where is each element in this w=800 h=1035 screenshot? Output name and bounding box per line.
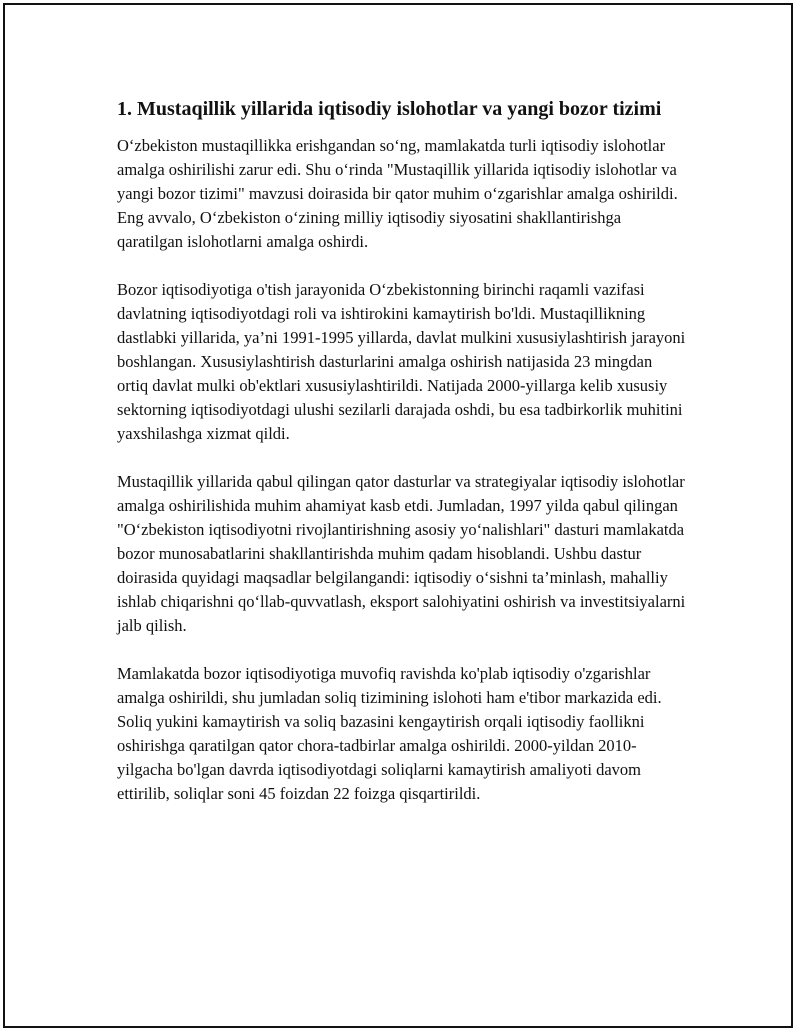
- section-heading: 1. Mustaqillik yillarida iqtisodiy islohotlar va yangi bozor tizimi: [117, 98, 662, 120]
- paragraph-3: Mustaqillik yillarida qabul qilingan qator dasturlar va strategiyalar iqtisodiy islohotlar amalga oshirilishida muhim ahamiyat kasb etdi. Jumladan, 1997 yilda qabul qilingan "O‘zbekiston iqtisodiyotni rivojlantirishning asosiy yo‘nalishlari" dasturi mamlakatda bozor munosabatlarini shakllantirishda muhim qadam hisoblandi. Ushbu dastur doirasida quyidagi maqsadlar belgilangandi: iqtisodiy o‘sishni ta’minlash, mahalliy ishlab chiqarishni qo‘llab-quvvatlash, eksport salohiyatini oshirish va investitsiyalarni jalb qilish.: [117, 472, 686, 635]
- paragraph-1: O‘zbekiston mustaqillikka erishgandan so‘ng, mamlakatda turli iqtisodiy islohotlar amalga oshirilishi zarur edi. Shu o‘rinda "Mustaqillik yillarida iqtisodiy islohotlar va yangi bozor tizimi" mavzusi doirasida bir qator muhim o‘zgarishlar amalga oshirildi. Eng avvalo, O‘zbekiston o‘zining milliy iqtisodiy siyosatini shakllantirishga qaratilgan islohotlarni amalga oshirdi.: [117, 136, 678, 251]
- paragraph-4: Mamlakatda bozor iqtisodiyotiga muvofiq ravishda ko'plab iqtisodiy o'zgarishlar amalga oshirildi, shu jumladan soliq tizimining islohoti ham e'tibor markazida edi. Soliq yukini kamaytirish va soliq bazasini kengaytirish orqali iqtisodiy faollikni oshirishga qaratilgan qator chora-tadbirlar amalga oshirildi. 2000-yildan 2010-yilgacha bo'lgan davrda iqtisodiyotdagi soliqlarni kamaytirish amaliyoti davom ettirilib, soliqlar soni 45 foizdan 22 foizga qisqartirildi.: [117, 664, 662, 803]
- document-body: [117, 96, 687, 806]
- paragraph-2: Bozor iqtisodiyotiga o'tish jarayonida O‘zbekistonning birinchi raqamli vazifasi davlatning iqtisodiyotdagi roli va ishtirokini kamaytirish bo'ldi. Mustaqillikning dastlabki yillarida, ya’ni 1991-1995 yillarda, davlat mulkini xususiylashtirish jarayoni boshlangan. Xususiylashtirish dasturlarini amalga oshirish natijasida 23 mingdan ortiq davlat mulki ob'ektlari xususiylashtirildi. Natijada 2000-yillarga kelib xususiy sektorning iqtisodiyotdagi ulushi sezilarli darajada oshdi, bu esa tadbirkorlik muhitini yaxshilashga xizmat qildi.: [117, 280, 686, 443]
